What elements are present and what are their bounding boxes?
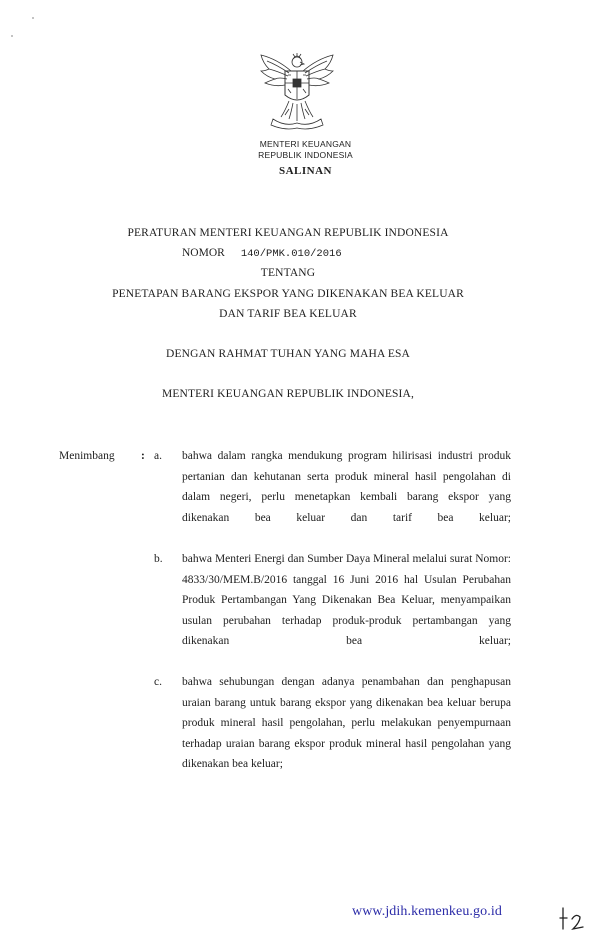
regulation-title: PERATURAN MENTERI KEUANGAN REPUBLIK INDONESIA xyxy=(127,227,449,239)
considerations-label: Menimbang xyxy=(59,450,115,462)
blessing-line: DENGAN RAHMAT TUHAN YANG MAHA ESA xyxy=(165,348,410,360)
subject-line-1: PENETAPAN BARANG EKSPOR YANG DIKENAKAN BEA KELUAR xyxy=(112,288,464,300)
issuer-line: MENTERI KEUANGAN REPUBLIK INDONESIA, xyxy=(162,388,414,400)
consideration-a: bahwa dalam rangka mendukung program hilirisasi industri produk pertanian dan kehutanan serta produk mineral hasil pengolahan di dalam negeri, perlu menetapkan kembali barang ekspor yang dikenakan bea keluar dan tarif bea keluar; xyxy=(182,450,511,524)
copy-label: SALINAN xyxy=(278,165,332,177)
country-name: REPUBLIK INDONESIA xyxy=(258,150,353,160)
garuda-emblem-icon xyxy=(255,49,339,133)
consideration-b: bahwa Menteri Energi dan Sumber Daya Mineral melalui surat Nomor: 4833/30/MEM.B/2016 tanggal 16 Juni 2016 hal Usulan Perubahan Produk Pertambangan Yang Dikenakan Bea Keluar, menyampaikan usulan perubahan terhadap produk-produk pertambangan yang dikenakan bea keluar; xyxy=(182,553,511,648)
scan-speck xyxy=(11,35,13,37)
considerations-colon: : xyxy=(141,450,145,462)
number-value: 140/PMK.010/2016 xyxy=(240,248,342,260)
number-label: NOMOR xyxy=(182,247,225,259)
consideration-c: bahwa sehubungan dengan adanya penambahan dan penghapusan uraian barang untuk barang ekspor yang dikenakan bea keluar berupa produk mineral hasil pengolahan, perlu melakukan penyempurnaan terhadap uraian barang ekspor produk mineral hasil pengolahan yang dikenakan bea keluar; xyxy=(182,676,511,771)
item-letter-c: c. xyxy=(154,676,162,688)
item-letter-a: a. xyxy=(154,450,162,462)
subject-line-2: DAN TARIF BEA KELUAR xyxy=(219,308,357,320)
handwritten-page-mark-icon xyxy=(558,905,586,933)
regulation-number xyxy=(182,247,342,260)
scan-speck xyxy=(32,17,34,19)
footer-website-link[interactable]: www.jdih.kemenkeu.go.id xyxy=(352,904,502,919)
about-heading: TENTANG xyxy=(260,267,316,279)
item-letter-b: b. xyxy=(154,553,163,565)
ministry-name: MENTERI KEUANGAN xyxy=(259,139,352,149)
